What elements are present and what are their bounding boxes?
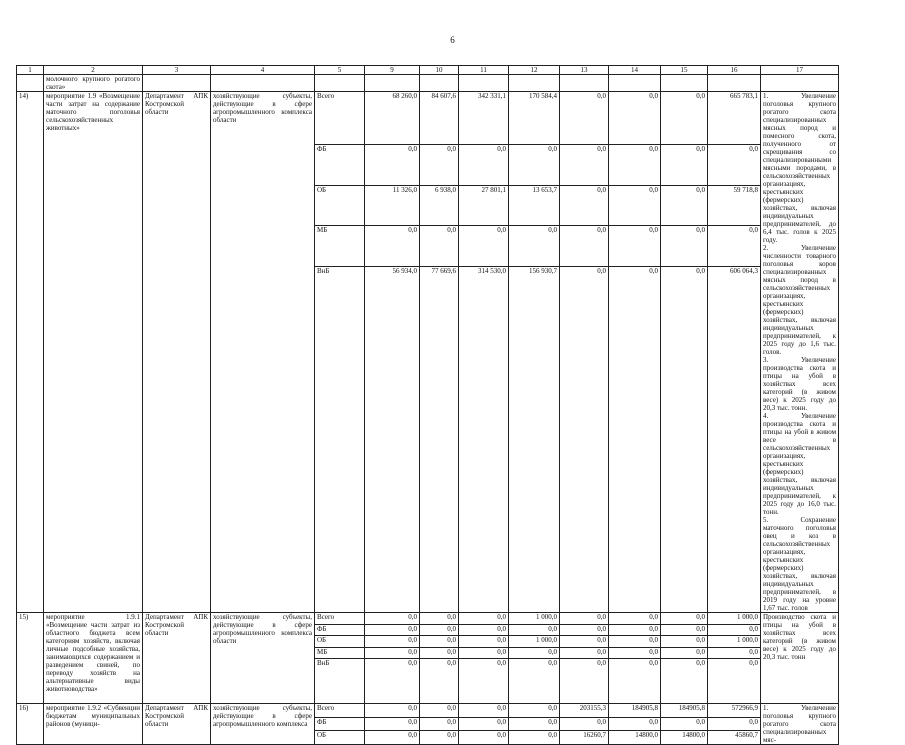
- amount-cell: 0,0: [560, 659, 609, 704]
- amount-cell: 14800,0: [609, 731, 661, 745]
- empty-cell: [560, 75, 609, 92]
- amount-cell: 14800,0: [661, 731, 708, 745]
- amount-cell: 0,0: [661, 267, 708, 613]
- page-number: 6: [450, 35, 455, 45]
- amount-cell: 0,0: [365, 144, 420, 185]
- amount-cell: 0,0: [708, 717, 761, 731]
- amount-cell: 0,0: [365, 625, 420, 636]
- amount-cell: 0,0: [365, 717, 420, 731]
- funding-source: ФБ: [315, 144, 365, 185]
- funding-source: ВнБ: [315, 267, 365, 613]
- event-name: мероприятие 1.9.1 «Возмещение части затрат из областного бюджета всем категориям хозяйств, включая личные подсобные хозяйства, занимающихся содержанием и разведением свиней, по переводу хозяйств на альтернативные виды животноводства»: [44, 613, 143, 704]
- amount-cell: 0,0: [459, 717, 509, 731]
- amount-cell: 1 000,0: [509, 636, 560, 648]
- table-row: [17, 613, 839, 625]
- amount-cell: 0,0: [661, 648, 708, 659]
- amount-cell: 0,0: [509, 625, 560, 636]
- amount-cell: 0,0: [609, 636, 661, 648]
- column-number: 17: [761, 66, 839, 75]
- event-name: мероприятие 1.9.2 «Субвенции бюджетам муниципальных районов (муници-: [44, 704, 143, 745]
- amount-cell: 0,0: [609, 625, 661, 636]
- amount-cell: 0,0: [459, 226, 509, 267]
- amount-cell: 0,0: [365, 613, 420, 625]
- amount-cell: 0,0: [661, 636, 708, 648]
- amount-cell: 0,0: [609, 92, 661, 145]
- column-number: 9: [365, 66, 420, 75]
- amount-cell: 0,0: [708, 648, 761, 659]
- amount-cell: 0,0: [459, 648, 509, 659]
- amount-cell: 0,0: [509, 659, 560, 704]
- empty-cell: [17, 75, 44, 92]
- amount-cell: 0,0: [509, 648, 560, 659]
- amount-cell: 0,0: [560, 92, 609, 145]
- amount-cell: 27 801,1: [459, 185, 509, 226]
- amount-cell: 0,0: [459, 636, 509, 648]
- amount-cell: 11 326,0: [365, 185, 420, 226]
- funding-source: ФБ: [315, 625, 365, 636]
- executor: Департамент АПК Костромской области: [143, 704, 211, 745]
- financing-table: [16, 65, 839, 745]
- amount-cell: 184905,8: [661, 704, 708, 718]
- empty-cell: [708, 75, 761, 92]
- amount-cell: 0,0: [459, 659, 509, 704]
- expected-result: [761, 704, 839, 745]
- amount-cell: 0,0: [609, 648, 661, 659]
- amount-cell: 0,0: [509, 144, 560, 185]
- column-number: 11: [459, 66, 509, 75]
- amount-cell: 0,0: [560, 144, 609, 185]
- amount-cell: 0,0: [560, 636, 609, 648]
- amount-cell: 0,0: [708, 226, 761, 267]
- funding-source: Всего: [315, 92, 365, 145]
- amount-cell: 0,0: [365, 659, 420, 704]
- amount-cell: 0,0: [420, 226, 459, 267]
- column-number: 13: [560, 66, 609, 75]
- header-row: [17, 66, 839, 75]
- empty-cell: [143, 75, 211, 92]
- funding-source: ОБ: [315, 185, 365, 226]
- column-number: 16: [708, 66, 761, 75]
- amount-cell: 0,0: [365, 704, 420, 718]
- amount-cell: 0,0: [560, 648, 609, 659]
- empty-cell: [761, 75, 839, 92]
- amount-cell: 0,0: [365, 731, 420, 745]
- amount-cell: 0,0: [708, 625, 761, 636]
- amount-cell: 0,0: [609, 144, 661, 185]
- amount-cell: 0,0: [609, 659, 661, 704]
- column-number: 1: [17, 66, 44, 75]
- amount-cell: 156 930,7: [509, 267, 560, 613]
- amount-cell: 1 000,0: [708, 636, 761, 648]
- row-number: 15): [17, 613, 44, 704]
- result-paragraph: 5. Сохранение маточного поголовья овец и коз в сельскохозяйственных организациях, крестьянских (фермерских) хозяйствах, включая индивидуальных предпринимателей, в 2019 году на уровне 1,67 тыс. голов: [763, 516, 836, 612]
- amount-cell: 606 064,3: [708, 267, 761, 613]
- participants: хозяйствующие субъекты, действующие в сфере агропромышленного комплекса: [211, 704, 315, 745]
- amount-cell: 0,0: [420, 731, 459, 745]
- column-number: 10: [420, 66, 459, 75]
- column-number: 15: [661, 66, 708, 75]
- amount-cell: 0,0: [365, 648, 420, 659]
- amount-cell: 0,0: [560, 226, 609, 267]
- empty-cell: [365, 75, 420, 92]
- expected-result: [761, 92, 839, 613]
- funding-source: ФБ: [315, 717, 365, 731]
- amount-cell: 0,0: [420, 717, 459, 731]
- column-number: 14: [609, 66, 661, 75]
- amount-cell: 77 669,6: [420, 267, 459, 613]
- amount-cell: 0,0: [420, 648, 459, 659]
- amount-cell: 0,0: [420, 613, 459, 625]
- column-number: 5: [315, 66, 365, 75]
- empty-cell: [459, 75, 509, 92]
- event-name: мероприятие 1.9 «Возмещение части затрат на содержание маточного поголовья сельскохозяйственных животных»: [44, 92, 143, 613]
- amount-cell: 0,0: [661, 625, 708, 636]
- amount-cell: 0,0: [509, 717, 560, 731]
- empty-cell: [211, 75, 315, 92]
- amount-cell: 0,0: [609, 267, 661, 613]
- amount-cell: 314 530,0: [459, 267, 509, 613]
- column-number: 12: [509, 66, 560, 75]
- empty-cell: [661, 75, 708, 92]
- amount-cell: 0,0: [420, 659, 459, 704]
- amount-cell: 0,0: [459, 144, 509, 185]
- participants: хозяйствующие субъекты, действующие в сфере агропромышленного комплекса области: [211, 92, 315, 613]
- participants: хозяйствующие субъекты, действующие в сфере агропромышленного комплекса области: [211, 613, 315, 704]
- funding-source: ВнБ: [315, 659, 365, 704]
- amount-cell: 0,0: [420, 625, 459, 636]
- amount-cell: 342 331,1: [459, 92, 509, 145]
- amount-cell: 56 934,0: [365, 267, 420, 613]
- result-paragraph: 3. Увеличение производства скота и птицы на убой в хозяйствах всех категорий (в живом весе) к 2025 году до 20,3 тыс. тонн.: [763, 356, 836, 412]
- amount-cell: 0,0: [420, 144, 459, 185]
- amount-cell: 0,0: [459, 731, 509, 745]
- amount-cell: 0,0: [420, 704, 459, 718]
- amount-cell: 0,0: [661, 659, 708, 704]
- amount-cell: 84 607,6: [420, 92, 459, 145]
- amount-cell: 0,0: [609, 185, 661, 226]
- column-number: 4: [211, 66, 315, 75]
- amount-cell: 0,0: [509, 704, 560, 718]
- amount-cell: 0,0: [365, 636, 420, 648]
- amount-cell: 0,0: [560, 717, 609, 731]
- amount-cell: 184905,8: [609, 704, 661, 718]
- column-number: 2: [44, 66, 143, 75]
- amount-cell: 13 653,7: [509, 185, 560, 226]
- amount-cell: 0,0: [459, 613, 509, 625]
- event-name-continued: молочного крупного рогатого скота»: [44, 75, 143, 92]
- amount-cell: 0,0: [420, 636, 459, 648]
- table-row: [17, 92, 839, 145]
- result-paragraph: 4. Увеличение производства скота и птицы на убой в живом весе в сельскохозяйственных организациях, крестьянских (фермерских) хозяйствах, включая индивидуальных предпринимателей, к 2025 году до 16,0 тыс. тонн.: [763, 412, 836, 516]
- empty-cell: [609, 75, 661, 92]
- amount-cell: 0,0: [661, 613, 708, 625]
- row-number: 16): [17, 704, 44, 745]
- amount-cell: 0,0: [609, 613, 661, 625]
- result-paragraph: 1. Увеличение поголовья крупного рогатого скота специализированных мясных пород и помесного скота, полученного от скрещивания со специализированными мясными породами, в сельскохозяйственных организациях, крестьянских (фермерских) хозяйствах, включая индивидуальных предпринимателей, до 6,4 тыс. голов к 2025 году.: [763, 92, 836, 244]
- amount-cell: 1 000,0: [509, 613, 560, 625]
- amount-cell: 0,0: [509, 731, 560, 745]
- amount-cell: 0,0: [661, 717, 708, 731]
- amount-cell: 0,0: [708, 144, 761, 185]
- amount-cell: 572966,9: [708, 704, 761, 718]
- amount-cell: 0,0: [459, 625, 509, 636]
- amount-cell: 0,0: [509, 226, 560, 267]
- executor: Департамент АПК Костромской области: [143, 613, 211, 704]
- result-paragraph: 1. Увеличение поголовья крупного рогатого скота специализированных мяс-: [763, 704, 836, 744]
- funding-source: Всего: [315, 613, 365, 625]
- amount-cell: 0,0: [560, 185, 609, 226]
- amount-cell: 0,0: [661, 92, 708, 145]
- amount-cell: 0,0: [708, 659, 761, 704]
- result-paragraph: Производство скота и птицы на убой в хозяйствах всех категорий (в живом весе) к 2025 году до 20,3 тыс. тонн: [763, 613, 836, 661]
- amount-cell: 16260,7: [560, 731, 609, 745]
- amount-cell: 665 783,1: [708, 92, 761, 145]
- executor: Департамент АПК Костромской области: [143, 92, 211, 613]
- expected-result: [761, 613, 839, 704]
- result-paragraph: 2. Увеличение численности товарного поголовья коров специализированных мясных пород в сельскохозяйственных организациях, крестьянских (фермерских) хозяйствах, включая индивидуальных предпринимателей, к 2025 году до 1,6 тыс. голов.: [763, 244, 836, 356]
- funding-source: ОБ: [315, 731, 365, 745]
- amount-cell: 0,0: [661, 226, 708, 267]
- amount-cell: 0,0: [661, 185, 708, 226]
- amount-cell: 0,0: [459, 704, 509, 718]
- amount-cell: 0,0: [365, 226, 420, 267]
- empty-cell: [315, 75, 365, 92]
- empty-cell: [509, 75, 560, 92]
- table-row: [17, 704, 839, 718]
- amount-cell: 59 718,8: [708, 185, 761, 226]
- funding-source: МБ: [315, 648, 365, 659]
- funding-source: Всего: [315, 704, 365, 718]
- amount-cell: 0,0: [560, 267, 609, 613]
- amount-cell: 1 000,0: [708, 613, 761, 625]
- amount-cell: 0,0: [609, 226, 661, 267]
- amount-cell: 0,0: [560, 613, 609, 625]
- funding-source: МБ: [315, 226, 365, 267]
- amount-cell: 0,0: [609, 717, 661, 731]
- empty-cell: [420, 75, 459, 92]
- amount-cell: 203155,3: [560, 704, 609, 718]
- amount-cell: 68 260,0: [365, 92, 420, 145]
- amount-cell: 6 938,0: [420, 185, 459, 226]
- row-number: 14): [17, 92, 44, 613]
- amount-cell: 170 584,4: [509, 92, 560, 145]
- column-number: 3: [143, 66, 211, 75]
- amount-cell: 0,0: [661, 144, 708, 185]
- amount-cell: 45860,7: [708, 731, 761, 745]
- continuation-row: [17, 75, 839, 92]
- funding-source: ОБ: [315, 636, 365, 648]
- amount-cell: 0,0: [560, 625, 609, 636]
